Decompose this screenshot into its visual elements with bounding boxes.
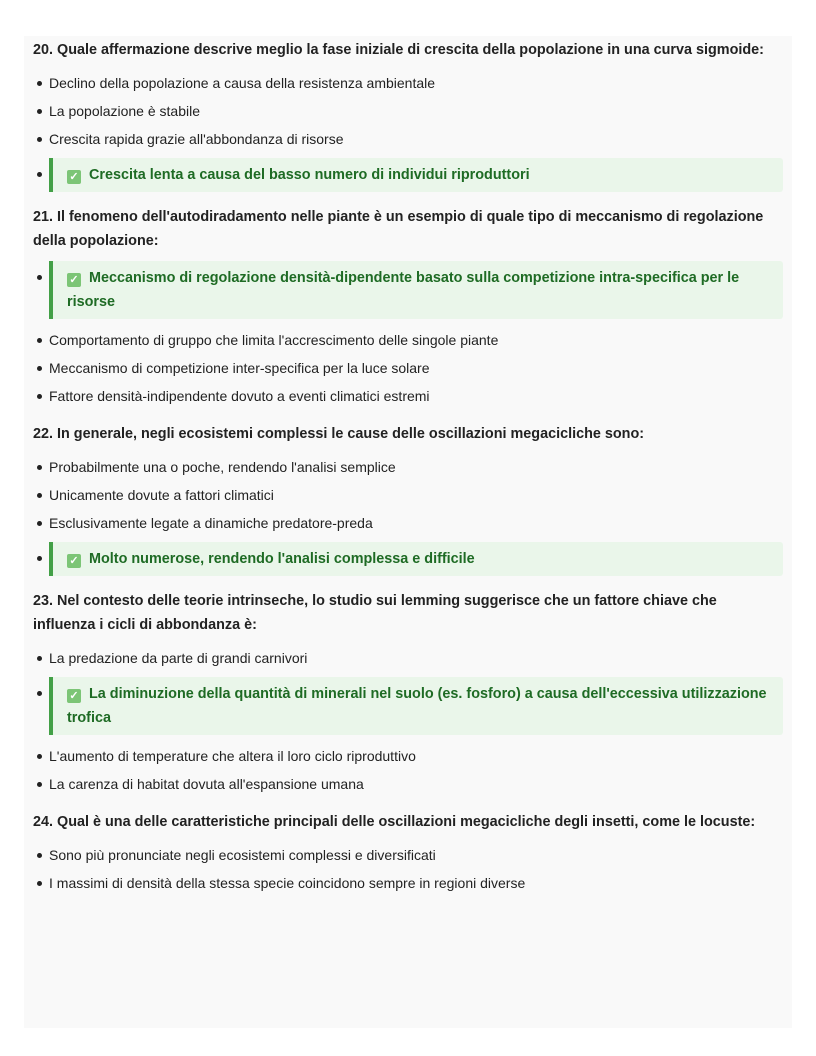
answer-list bbox=[33, 842, 783, 896]
answer-item bbox=[33, 70, 783, 96]
answer-item bbox=[33, 126, 783, 152]
question-text: 23. Nel contesto delle teorie intrinseche, lo studio sui lemming suggerisce che un fattore chiave che influenza i cicli di abbondanza è: bbox=[33, 593, 717, 633]
question-text: 24. Qual è una delle caratteristiche principali delle oscillazioni megacicliche degli insetti, come le locuste: bbox=[33, 814, 756, 830]
correct-answer-box bbox=[49, 261, 783, 319]
answer-text: Comportamento di gruppo che limita l'accrescimento delle singole piante bbox=[49, 332, 499, 348]
answer-text: Crescita rapida grazie all'abbondanza di risorse bbox=[49, 131, 344, 147]
answer-item bbox=[33, 355, 783, 381]
answer-list bbox=[33, 70, 783, 192]
answer-text: La predazione da parte di grandi carnivori bbox=[49, 650, 308, 666]
answer-text: Sono più pronunciate negli ecosistemi complessi e diversificati bbox=[49, 847, 436, 863]
correct-answer-item bbox=[33, 542, 783, 576]
answer-text: Meccanismo di competizione inter-specifica per la luce solare bbox=[49, 360, 430, 376]
answer-text: La carenza di habitat dovuta all'espansione umana bbox=[49, 776, 364, 792]
answer-list bbox=[33, 261, 783, 409]
answer-item bbox=[33, 743, 783, 769]
correct-answer-box bbox=[49, 158, 783, 192]
correct-answer-item bbox=[33, 677, 783, 735]
check-box-icon: ✓ bbox=[67, 554, 81, 568]
answer-item bbox=[33, 383, 783, 409]
answer-item bbox=[33, 842, 783, 868]
answer-item bbox=[33, 98, 783, 124]
question-text: 22. In generale, negli ecosistemi complessi le cause delle oscillazioni megacicliche sono: bbox=[33, 426, 645, 442]
answer-text: Meccanismo di regolazione densità-dipendente basato sulla competizione intra-specifica per le risorse bbox=[67, 270, 740, 310]
answer-text: Probabilmente una o poche, rendendo l'analisi semplice bbox=[49, 459, 396, 475]
answer-text: L'aumento di temperature che altera il loro ciclo riproduttivo bbox=[49, 748, 416, 764]
answer-list bbox=[33, 454, 783, 576]
answer-item bbox=[33, 510, 783, 536]
question-text: 21. Il fenomeno dell'autodiradamento nelle piante è un esempio di quale tipo di meccanismo di regolazione della popolazione: bbox=[33, 209, 764, 249]
answer-item bbox=[33, 870, 783, 896]
answer-text: I massimi di densità della stessa specie coincidono sempre in regioni diverse bbox=[49, 875, 526, 891]
check-box-icon: ✓ bbox=[67, 273, 81, 287]
quiz-sheet bbox=[24, 36, 792, 1028]
answer-item bbox=[33, 454, 783, 480]
correct-answer-item bbox=[33, 261, 783, 319]
answer-text: La diminuzione della quantità di minerali nel suolo (es. fosforo) a causa dell'eccessiva utilizzazione trofica bbox=[67, 686, 767, 726]
correct-answer-item bbox=[33, 158, 783, 192]
answer-item bbox=[33, 327, 783, 353]
answer-text: Esclusivamente legate a dinamiche predatore-preda bbox=[49, 515, 373, 531]
answer-text: Declino della popolazione a causa della resistenza ambientale bbox=[49, 75, 436, 91]
answer-list bbox=[33, 645, 783, 797]
answer-text: Crescita lenta a causa del basso numero di individui riproduttori bbox=[89, 167, 530, 183]
answer-item bbox=[33, 771, 783, 797]
answer-text: Unicamente dovute a fattori climatici bbox=[49, 487, 274, 503]
correct-answer-box bbox=[49, 677, 783, 735]
answer-item bbox=[33, 645, 783, 671]
question-block bbox=[33, 205, 783, 409]
question-text: 20. Quale affermazione descrive meglio la fase iniziale di crescita della popolazione in una curva sigmoide: bbox=[33, 42, 764, 58]
correct-answer-box bbox=[49, 542, 783, 576]
answer-text: Molto numerose, rendendo l'analisi complessa e difficile bbox=[89, 551, 475, 567]
answer-text: La popolazione è stabile bbox=[49, 103, 201, 119]
answer-text: Fattore densità-indipendente dovuto a eventi climatici estremi bbox=[49, 388, 430, 404]
answer-item bbox=[33, 482, 783, 508]
check-box-icon: ✓ bbox=[67, 170, 81, 184]
question-block bbox=[33, 422, 783, 576]
question-block bbox=[33, 810, 783, 896]
check-box-icon: ✓ bbox=[67, 689, 81, 703]
question-block bbox=[33, 38, 783, 192]
question-block bbox=[33, 589, 783, 797]
